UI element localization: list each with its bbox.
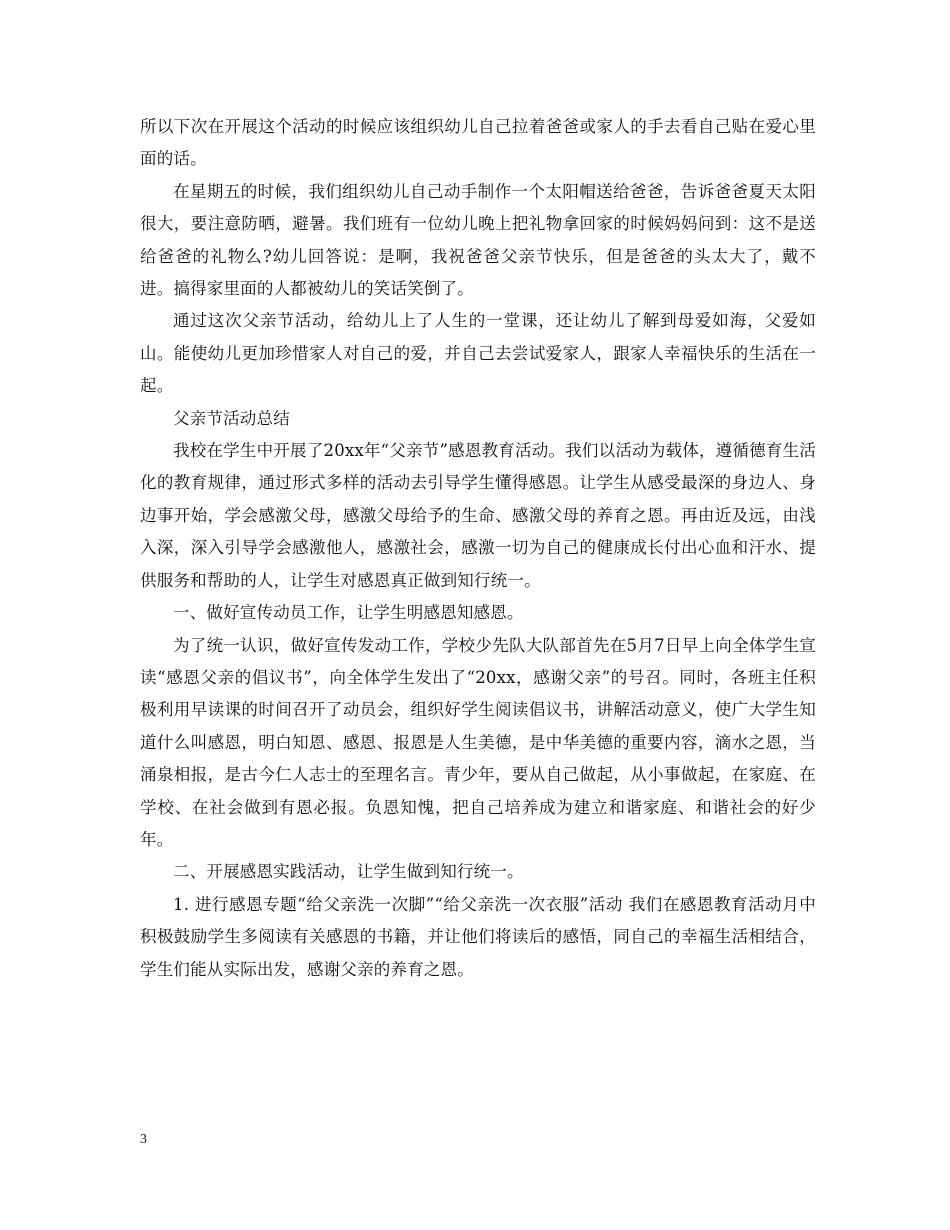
paragraph-practice-activity: 1. 进行感恩专题“给父亲洗一次脚”“给父亲洗一次衣服”活动 我们在感恩教育活动月中积极鼓励学生多阅读有关感恩的书籍，并让他们将读后的感悟，同自己的幸福生活相结合，学生们能从实际出发，感谢父亲的养育之恩。 (140, 894, 816, 979)
paragraph-sun-hat: 在星期五的时候，我们组织幼儿自己动手制作一个太阳帽送给爸爸，告诉爸爸夏天太阳很大，要注意防晒，避暑。我们班有一位幼儿晚上把礼物拿回家的时候妈妈问到：这不是送给爸爸的礼物么?幼儿回答说：是啊，我祝爸爸父亲节快乐，但是爸爸的头太大了，戴不进。搞得家里面的人都被幼儿的笑话笑倒了。 (140, 181, 816, 299)
document-body (140, 111, 816, 986)
paragraph-school-activity: 我校在学生中开展了20xx年“父亲节”感恩教育活动。我们以活动为载体，遵循德育生活化的教育规律，通过形式多样的活动去引导学生懂得感恩。让学生从感受最深的身边人、身边事开始，学会感激父母，感激父母给予的生命、感激父母的养育之恩。再由近及远，由浅入深，深入引导学会感激他人，感激社会，感激一切为自己的健康成长付出心血和汗水、提供服务和帮助的人，让学生对感恩真正做到知行统一。 (140, 441, 816, 590)
page-number: 3 (140, 1132, 147, 1147)
paragraph-mobilization: 为了统一认识，做好宣传发动工作，学校少先队大队部首先在5月7日早上向全体学生宣读“感恩父亲的倡议书”，向全体学生发出了“20xx，感谢父亲”的号召。同时，各班主任积极利用早读课的时间召开了动员会，组织好学生阅读倡议书，讲解活动意义，使广大学生知道什么叫感恩，明白知恩、感恩、报恩是人生美德，是中华美德的重要内容，滴水之恩，当涌泉相报，是古今仁人志士的至理名言。青少年，要从自己做起，从小事做起，在家庭、在学校、在社会做到有恩必报。负恩知愧，把自己培养成为建立和谐家庭、和谐社会的好少年。 (140, 635, 816, 849)
section-heading-two: 二、开展感恩实践活动，让学生做到知行统一。 (173, 862, 524, 882)
section-heading-one: 一、做好宣传动员工作，让学生明感恩知感恩。 (173, 603, 524, 623)
paragraph-continuation: 所以下次在开展这个活动的时候应该组织幼儿自己拉着爸爸或家人的手去看自己贴在爱心里面的话。 (140, 117, 816, 169)
section-heading-summary: 父亲节活动总结 (173, 408, 290, 428)
paragraph-fathers-day-lesson: 通过这次父亲节活动，给幼儿上了人生的一堂课，还让幼儿了解到母爱如海，父爱如山。能使幼儿更加珍惜家人对自己的爱，并自己去尝试爱家人，跟家人幸福快乐的生活在一起。 (140, 311, 816, 396)
